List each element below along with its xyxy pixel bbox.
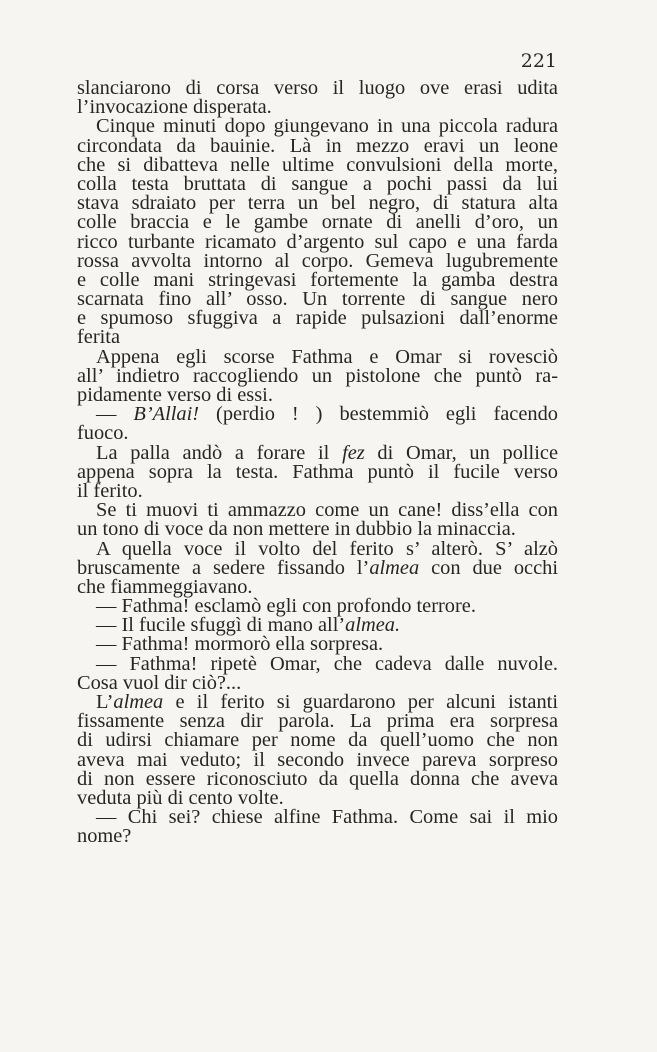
text-segment: all’ indietro raccogliendo un pistolone che puntò ra-: [77, 364, 558, 387]
text-segment: — Chi sei? chiese alfine Fathma. Come sai il mio: [96, 806, 558, 829]
text-segment: rossa avvolta intorno al corpo. Gemeva lugubremente: [77, 249, 558, 272]
text-line: [77, 309, 558, 328]
italic-text: B’Allai!: [133, 403, 200, 426]
italic-text: almea.: [345, 614, 401, 637]
text-segment: — Fathma! mormorò ella sorpresa.: [96, 633, 384, 656]
text-line: [77, 808, 558, 827]
text-segment: appena sopra la testa. Fathma puntò il fucile verso: [77, 460, 558, 483]
text-line: [77, 827, 558, 846]
text-segment: (perdio ! ) bestemmiò egli facendo: [199, 403, 558, 426]
text-segment: fuoco.: [77, 422, 129, 445]
text-segment: La palla andò a forare il: [96, 441, 343, 464]
text-segment: veduta più di cento volte.: [77, 786, 284, 809]
text-segment: di udirsi chiamare per nome da quell’uomo che non: [77, 729, 558, 752]
text-segment: con due occhi: [419, 556, 558, 579]
text-segment: bruscamente a sedere fissando l’: [77, 556, 370, 579]
page-number: 221: [520, 50, 557, 72]
text-segment: un tono di voce da non mettere in dubbio la minaccia.: [77, 518, 516, 541]
italic-text: almea: [113, 691, 164, 713]
text-segment: ricco turbante ricamato d’argento sul capo e una farda: [77, 230, 558, 253]
text-segment: A quella voce il volto del ferito s’ alterò. S’ alzò: [96, 537, 558, 560]
text-segment: colla testa bruttata di sangue a pochi passi da lui: [77, 172, 558, 195]
text-segment: e colle mani stringevasi fortemente la gamba destra: [77, 268, 558, 291]
italic-text: almea: [369, 556, 420, 579]
text-segment: nome?: [77, 825, 132, 848]
text-segment: Cinque minuti dopo giungevano in una piccola radura: [96, 115, 558, 138]
italic-text: fez: [342, 441, 365, 464]
text-segment: l’invocazione disperata.: [77, 96, 272, 119]
text-segment: L’: [96, 691, 114, 713]
text-segment: Se ti muovi ti ammazzo come un cane! diss’ella con: [96, 499, 558, 522]
text-segment: — Fathma! ripetè Omar, che cadeva dalle nuvole.: [96, 652, 558, 675]
text-segment: —: [96, 403, 134, 426]
text-segment: circondata da bauinie. Là in mezzo eravi un leone: [77, 134, 558, 157]
text-segment: pidamente verso di essi.: [77, 384, 273, 406]
body-text: [77, 79, 558, 847]
text-segment: stava sdraiato per terra un bel negro, di statura alta: [77, 192, 558, 215]
text-segment: — Fathma! esclamò egli con profondo terrore.: [96, 595, 476, 618]
text-segment: Cosa vuol dir ciò?...: [77, 671, 242, 694]
text-segment: di Omar, un pollice: [364, 441, 558, 464]
text-segment: che si dibatteva nelle ultime convulsioni della morte,: [77, 153, 558, 176]
text-line: [77, 405, 558, 424]
text-segment: che fiammeggiavano.: [77, 575, 253, 598]
text-segment: colle braccia e le gambe ornate di anelli d’oro, un: [77, 211, 558, 234]
text-segment: e il ferito si guardarono per alcuni istanti: [163, 691, 558, 713]
text-segment: Appena egli scorse Fathma e Omar si rovesciò: [96, 345, 558, 368]
text-segment: — Il fucile sfuggì di mano all’: [96, 614, 346, 637]
text-segment: e spumoso sfuggiva a rapide pulsazioni dall’enorme: [77, 307, 558, 330]
text-segment: scarnata fino all’ osso. Un torrente di sangue nero: [77, 288, 558, 311]
text-line: [77, 460, 558, 483]
text-segment: aveva mai veduto; il secondo invece pareva sorpreso: [77, 748, 558, 771]
text-segment: slanciarono di corsa verso il luogo ove erasi udita: [77, 77, 558, 99]
text-segment: di non essere riconosciuto da quella donna che aveva: [77, 767, 558, 790]
text-segment: il ferito.: [77, 479, 143, 502]
text-segment: ferita: [77, 326, 121, 349]
text-segment: fissamente senza dir parola. La prima era sorpresa: [77, 710, 558, 733]
